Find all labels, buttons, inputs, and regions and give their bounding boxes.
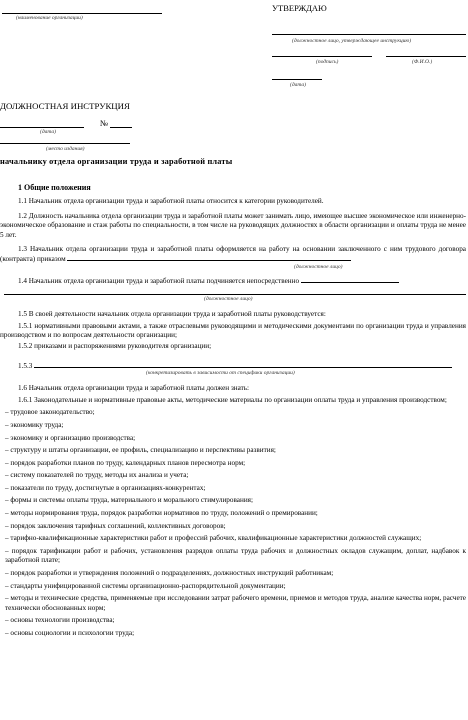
list-item: – тарифно-квалификационные характеристики работ и профессий рабочих, квалификационные характеристики должностей служащих;: [5, 534, 422, 543]
approval-date-hint: (дата): [290, 82, 306, 88]
paragraph-1-6: 1.6 Начальник отдела организации труда и заработной платы должен знать:: [18, 384, 250, 393]
approver-signature-line[interactable]: [272, 56, 372, 57]
paragraph-1-3: [0, 245, 466, 264]
paragraph-1-6-1: 1.6.1 Законодательные и нормативные правовые акты, методические материалы по организации оплаты труда и управления производством;: [18, 395, 447, 404]
list-item: – порядок тарификации работ и рабочих, установления разрядов оплаты труда рабочих и должностных окладов служащим, доплат, надбавок к заработной плате;: [5, 546, 466, 565]
paragraph-1-5-3-label: 1.5.3: [18, 361, 33, 370]
list-item: – методы и технические средства, применяемые при исследовании затрат рабочего времени, приемов и методов труда, анализе качества норм, расчете технически обоснованных норм;: [5, 594, 466, 612]
knowledge-list: [0, 408, 466, 638]
list-item: – методы нормирования труда, порядок разработки нормативов по труду, положений о премировании;: [5, 509, 318, 518]
paragraph-1-1: 1.1 Начальник отдела организации труда и заработной платы относится к категории руководителей.: [18, 197, 324, 205]
org-name-line[interactable]: [2, 13, 162, 14]
list-item: – стандарты унифицированной системы организационно-распорядительной документации;: [5, 581, 286, 590]
list-item: – порядок заключения тарифных соглашений, коллективных договоров;: [5, 521, 226, 530]
list-item: – порядок разработки и утверждения положений о подразделениях, должностных инструкций работникам;: [5, 569, 334, 578]
document-place-hint: (место издания): [46, 146, 85, 152]
paragraph-1-4-text: 1.4 Начальник отдела организации труда и заработной платы подчиняется непосредственно: [18, 276, 300, 285]
hiring-authority-hint: (должностное лицо): [294, 263, 343, 270]
document-number-label: №: [100, 118, 109, 128]
document-date-line[interactable]: [0, 127, 84, 128]
approve-label: УТВЕРЖДАЮ: [272, 3, 327, 13]
list-item: – экономику труда;: [5, 420, 64, 429]
paragraph-1-5: 1.5 В своей деятельности начальник отдела организации труда и заработной платы руководствуется:: [18, 310, 326, 319]
list-item: – основы технологии производства;: [5, 616, 115, 625]
supervisor-field[interactable]: [301, 282, 399, 283]
supervisor-field-continued[interactable]: [4, 294, 466, 295]
specific-documents-field[interactable]: [34, 367, 452, 368]
paragraph-1-5-1: 1.5.1 нормативными правовыми актами, а также отраслевыми руководящими и методическими документами по организации труда и управления производством и по вопросам деятельности организации;: [0, 321, 466, 340]
position-title: начальнику отдела организации труда и заработной платы: [0, 157, 233, 166]
specific-documents-hint: (конкретизировать в зависимости от специфики организации): [146, 370, 295, 377]
list-item: – экономику и организацию производства;: [5, 433, 136, 442]
paragraph-1-3-text: 1.3 Начальник отдела организации труда и заработной платы оформляется на работу на основании заключенного с ним трудового договора (контракта) приказом: [0, 245, 466, 263]
approval-date-line[interactable]: [272, 79, 322, 80]
approver-name-line[interactable]: [386, 56, 466, 57]
paragraph-1-4: [0, 277, 466, 287]
list-item: – трудовое законодательство;: [5, 408, 95, 417]
document-number-line[interactable]: [110, 127, 132, 128]
list-item: – структуру и штаты организации, ее профиль, специализацию и перспективы развития;: [5, 446, 276, 455]
document-date-hint: (дата): [40, 129, 56, 135]
document-body: [0, 197, 466, 639]
list-item: – формы и системы оплаты труда, материального и морального стимулирования;: [5, 496, 253, 505]
list-item: – порядок разработки планов по труду, календарных планов пересмотра норм;: [5, 458, 246, 467]
hiring-authority-field[interactable]: [67, 260, 351, 261]
document-place-line[interactable]: [0, 143, 130, 144]
approver-position-line[interactable]: [272, 34, 466, 35]
approver-signature-hint: (подпись): [316, 59, 339, 65]
org-name-hint: (наименование организации): [16, 15, 83, 21]
document-title: ДОЛЖНОСТНАЯ ИНСТРУКЦИЯ: [0, 101, 130, 111]
list-item: – основы социологии и психологии труда;: [5, 629, 135, 637]
paragraph-1-5-2: 1.5.2 приказами и распоряжениями руководителя организации;: [18, 341, 212, 350]
approver-name-hint: (Ф.И.О.): [412, 59, 433, 65]
section-1-heading: 1 Общие положения: [18, 183, 91, 192]
list-item: – систему показателей по труду, методы их анализа и учета;: [5, 471, 189, 480]
paragraph-1-2: 1.2 Должность начальника отдела организации труда и заработной платы может занимать лицо, имеющее высшее экономическое или инженерно-экономическое образование и стаж работы по специальности, в том числе на руководящих должностях в области организации и оплаты труда не менее 5 лет.: [0, 211, 466, 239]
list-item: – показатели по труду, достигнутые в организациях-конкурентах;: [5, 483, 206, 492]
approver-position-hint: (должностное лицо, утверждающее инструкцию): [292, 38, 412, 44]
supervisor-hint: (должностное лицо): [204, 296, 253, 303]
